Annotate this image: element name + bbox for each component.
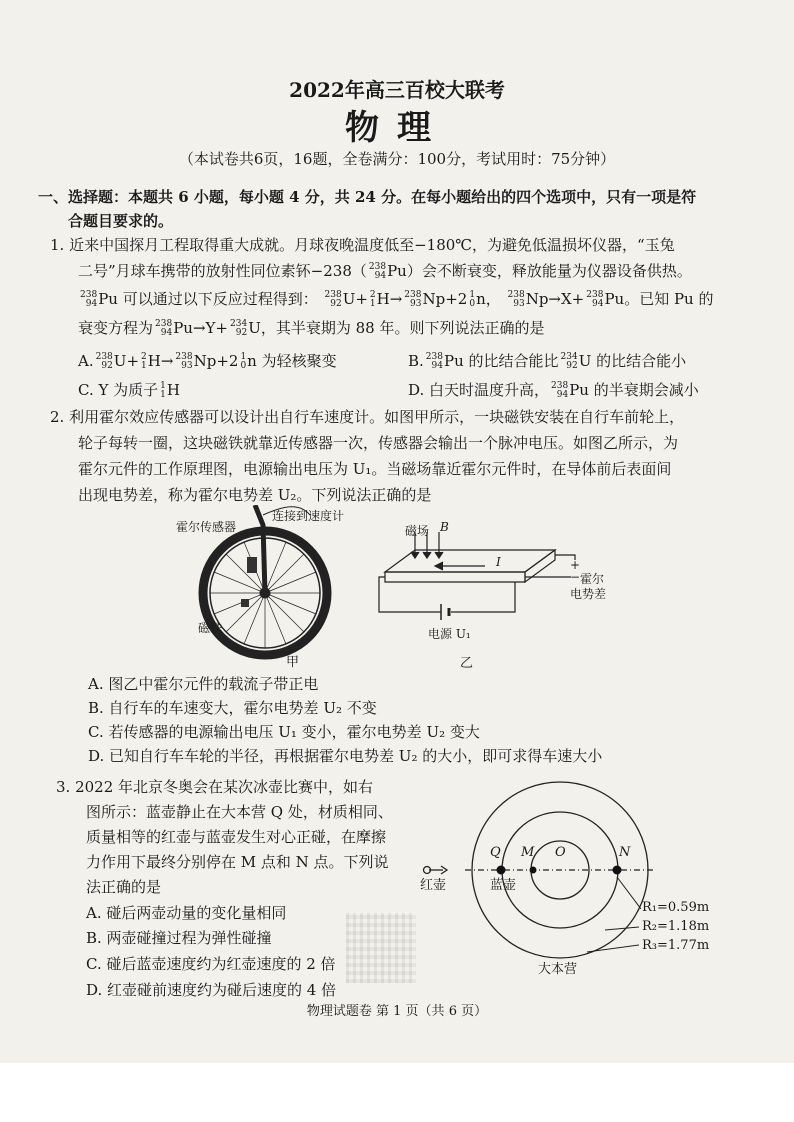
label-N: N <box>619 845 631 860</box>
label-hall-sensor: 霍尔传感器 <box>176 520 237 534</box>
section-heading: 一、选择题：本题共 6 小题，每小题 4 分，共 24 分。在每小题给出的四个选项中，只有一项是符 <box>38 188 697 206</box>
label-magnetic-field: 磁场 <box>405 524 430 538</box>
label-O: O <box>555 845 566 860</box>
q2-option-c: C. 若传感器的电源输出电压 U₁ 变小，霍尔电势差 U₂ 变大 <box>88 723 480 741</box>
label-connect-speedometer: 连接到速度计 <box>272 509 345 523</box>
exam-note: （本试卷共6页，16题，全卷满分：100分，考试用时：75分钟） <box>178 150 616 168</box>
slab-front <box>385 572 525 582</box>
section-heading-cont: 合题目要求的。 <box>68 212 174 230</box>
q1-option-c: C. Y 为质子 1 1 H <box>78 381 180 400</box>
q1-line2: 二号”月球车携带的放射性同位素钚−238（ 238 94 Pu）会不断衰变，释放能量为仪器设备供热。 <box>78 262 692 281</box>
label-current-I: I <box>496 555 501 569</box>
q3-line2: 图所示：蓝壶静止在大本营 Q 处，材质相同、 <box>86 803 393 821</box>
label-R2: R₂=1.18m <box>642 919 710 934</box>
label-Q: Q <box>490 845 501 860</box>
q3-option-b: B. 两壶碰撞过程为弹性碰撞 <box>86 929 272 947</box>
caption-house: 大本营 <box>538 962 578 977</box>
q3-line1: 3. 2022 年北京冬奥会在某次冰壶比赛中，如右 <box>56 778 374 796</box>
q3-option-d: D. 红壶碰前速度约为碰后速度的 4 倍 <box>86 981 337 999</box>
label-B: B <box>440 520 449 534</box>
leader-r1 <box>617 877 641 909</box>
label-hall-2: 电势差 <box>570 587 607 601</box>
label-M: M <box>521 845 535 860</box>
label-hall-1: 霍尔 <box>580 572 605 586</box>
point-M <box>530 867 537 874</box>
hall-sensor-box <box>247 557 257 573</box>
qr-code-watermark <box>346 913 416 983</box>
q1-option-a: A. 238 92 U+ 2 1 H→ 238 93 Np+2 1 0 n 为轻核聚变 <box>78 352 337 371</box>
label-R1: R₁=0.59m <box>642 900 710 915</box>
q1-line3: 238 94 Pu 可以通过以下反应过程得到： 238 92 U+ 2 1 H→ 238 93 Np+2 1 0 n， 238 93 Np→X+ 238 94 Pu。已知 Pu 的 <box>80 290 714 309</box>
q3-line3: 质量相等的红壶与蓝壶发生对心正碰，在摩擦 <box>86 828 387 846</box>
label-plus: + <box>570 558 581 572</box>
caption-yi: 乙 <box>460 656 474 671</box>
q2-line3: 霍尔元件的工作原理图，电源输出电压为 U₁。当磁场靠近霍尔元件时，在导体前后表面间 <box>78 460 672 478</box>
magnet-box <box>241 599 249 607</box>
label-power-source: 电源 U₁ <box>428 627 471 641</box>
point-N <box>613 866 622 875</box>
q3-option-a: A. 碰后两壶动量的变化量相同 <box>86 904 287 922</box>
label-blue-stone: 蓝壶 <box>490 878 517 893</box>
caption-jia: 甲 <box>286 655 300 670</box>
label-R3: R₃=1.77m <box>642 938 710 953</box>
q1-option-d: D. 白天时温度升高， 238 94 Pu 的半衰期会减小 <box>408 381 699 400</box>
leader-r3 <box>587 945 639 952</box>
q1-option-b: B. 238 94 Pu 的比结合能比 234 92 U 的比结合能小 <box>408 352 687 371</box>
label-red-stone: 红壶 <box>420 878 447 893</box>
q1-line1: 1. 近来中国探月工程取得重大成就。月球夜晚温度低至−180℃，为避免低温损坏仪器，“玉兔 <box>50 236 675 254</box>
q3-line4: 力作用下最终分别停在 M 点和 N 点。下列说 <box>86 853 389 871</box>
q2-line4: 出现电势差，称为霍尔电势差 U₂。下列说法正确的是 <box>78 486 432 504</box>
q2-line1: 2. 利用霍尔效应传感器可以设计出自行车速度计。如图甲所示，一块磁铁安装在自行车前轮上， <box>50 408 685 426</box>
q1-line4: 衰变方程为 238 94 Pu→Y+ 234 92 U，其半衰期为 88 年。则下列说法正确的是 <box>78 319 545 338</box>
page-footer: 物理试题卷 第 1 页（共 6 页） <box>306 1004 488 1019</box>
leader-r2 <box>605 927 639 930</box>
exam-title: 2022年高三百校大联考 <box>289 78 505 102</box>
label-magnet: 磁铁 <box>198 621 223 635</box>
circuit-right <box>451 582 515 612</box>
q2-option-a: A. 图乙中霍尔元件的载流子带正电 <box>88 675 319 693</box>
q2-option-d: D. 已知自行车车轮的半径，再根据霍尔电势差 U₂ 的大小，即可求得车速大小 <box>88 747 603 765</box>
q3-option-c: C. 碰后蓝壶速度约为红壶速度的 2 倍 <box>86 955 336 973</box>
fork <box>255 505 265 593</box>
subject-title: 物理 <box>345 108 449 148</box>
label-minus: − <box>570 570 581 584</box>
q2-option-b: B. 自行车的车速变大，霍尔电势差 U₂ 不变 <box>88 699 377 717</box>
q2-line2: 轮子每转一圈，这块磁铁就靠近传感器一次，传感器会输出一个脉冲电压。如图乙所示，为 <box>78 434 679 452</box>
q3-line5: 法正确的是 <box>86 878 162 896</box>
